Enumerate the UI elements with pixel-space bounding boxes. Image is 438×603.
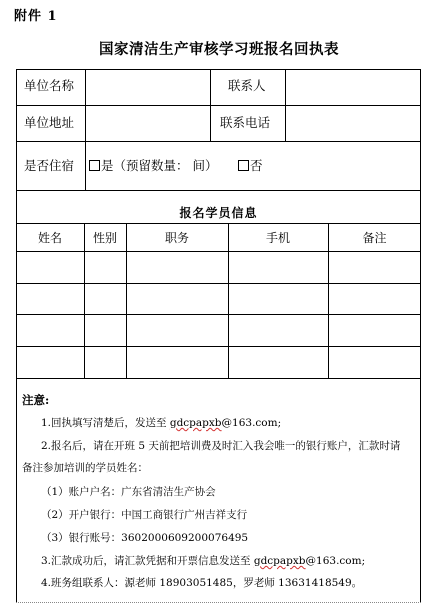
lodging-no-option[interactable] xyxy=(238,160,263,173)
column-header-position: 职务 xyxy=(164,231,189,245)
table-rule xyxy=(16,141,421,142)
table-rule xyxy=(16,69,421,70)
form-title: 国家清洁生产审核学习班报名回执表 xyxy=(99,41,339,58)
note-line-4: （2）开户银行：中国工商银行广州吉祥支行 xyxy=(41,509,248,521)
note-line-3: （1）账户户名：广东省清洁生产协会 xyxy=(41,486,216,498)
phone-label: 联系电话 xyxy=(220,115,271,130)
lodging-yes-label: 是（预留数量： 间） xyxy=(101,158,218,173)
table-rule xyxy=(16,283,421,284)
table-rule xyxy=(16,223,421,224)
student-info-heading: 报名学员信息 xyxy=(179,206,258,220)
column-header-gender: 性别 xyxy=(92,231,117,245)
column-header-mobile: 手机 xyxy=(265,231,290,245)
table-rule xyxy=(16,105,421,106)
unit-address-label: 单位地址 xyxy=(24,115,75,130)
registration-form-frame xyxy=(16,69,421,602)
column-header-name: 姓名 xyxy=(37,231,62,245)
table-rule xyxy=(228,223,229,378)
lodging-no-label: 否 xyxy=(250,158,263,173)
column-header-remarks: 备注 xyxy=(362,231,387,245)
note-1-text: 1.回执填写清楚后，发送至 xyxy=(41,417,170,429)
table-rule xyxy=(85,69,86,190)
table-rule xyxy=(126,223,127,378)
note-1-email: gdcpapxb xyxy=(169,417,222,429)
note-6-email: gdcpapxb xyxy=(253,555,306,567)
contact-label: 联系人 xyxy=(228,78,266,93)
note-line-1 xyxy=(41,418,281,429)
table-rule xyxy=(285,69,286,141)
note-line-7: 4.班务组联系人：源老师 18903051485，罗老师 13631418549。 xyxy=(41,577,363,589)
note-line-5: （3）银行账号：3602000609200076495 xyxy=(41,532,249,544)
note-6-text: 3.汇款成功后，请汇款凭据和开票信息发送至 xyxy=(41,555,254,567)
table-rule xyxy=(328,223,329,378)
notes-title: 注意: xyxy=(22,393,50,407)
note-line-2b: 备注参加培训的学员姓名： xyxy=(22,462,148,474)
lodging-no-checkbox[interactable] xyxy=(238,160,249,171)
lodging-yes-option[interactable] xyxy=(89,160,217,173)
table-rule xyxy=(16,190,421,191)
table-rule xyxy=(16,251,421,252)
attachment-label: 附件 1 xyxy=(14,9,58,24)
note-1-email-domain: @163.com; xyxy=(221,417,282,429)
lodging-label: 是否住宿 xyxy=(24,158,75,173)
note-line-2a: 2.报名后，请在开班 5 天前把培训费及时汇入我会唯一的银行账户，汇款时请 xyxy=(41,440,401,452)
lodging-yes-checkbox[interactable] xyxy=(89,160,100,171)
table-rule xyxy=(84,223,85,378)
table-rule xyxy=(16,314,421,315)
table-rule xyxy=(16,378,421,379)
unit-name-label: 单位名称 xyxy=(24,78,75,93)
table-rule xyxy=(16,346,421,347)
note-line-6 xyxy=(41,556,365,567)
table-rule xyxy=(210,69,211,141)
note-6-email-domain: @163.com; xyxy=(305,555,366,567)
